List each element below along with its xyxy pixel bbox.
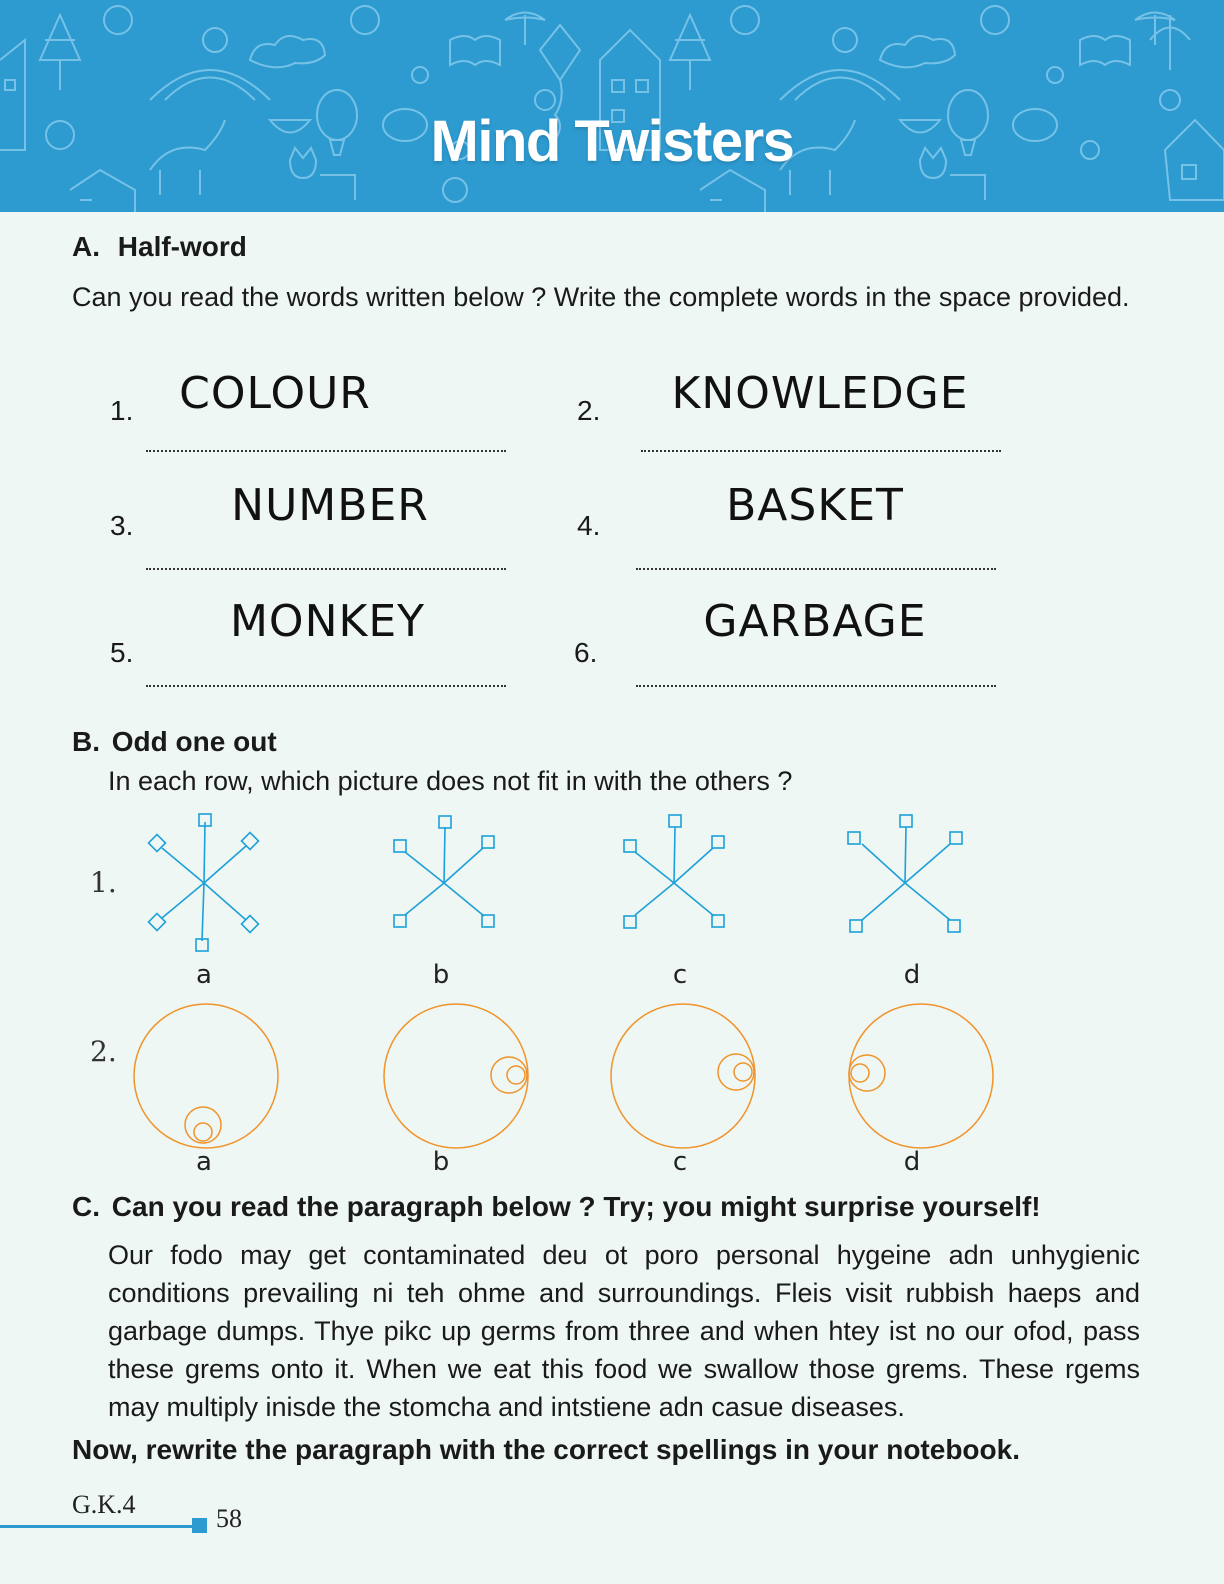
section-a-title — [72, 231, 247, 263]
item-number: 3. — [110, 510, 134, 541]
section-b-title — [72, 726, 277, 758]
section-b-instruction: In each row, which picture does not fit in with the others ? — [108, 766, 793, 796]
answer-line[interactable] — [146, 685, 506, 687]
half-word: GARBAGE — [703, 596, 927, 647]
option-label: d — [903, 1147, 921, 1177]
footer-rule — [0, 1525, 194, 1528]
option-label: a — [196, 960, 212, 990]
answer-line[interactable] — [641, 450, 1001, 452]
scrambled-paragraph: Our fodo may get contaminated deu ot poro personal hygeine adn unhygienic conditions prevailing ni teh ohme and surroundings. Fleis visit rubbish haeps and garbage dumps. Thye pikc up germs from three and when htey ist no our ofod, pass these grems onto it. When we eat this food we swallow those grems. These rgems may multiply inisde the stomcha and intstiene adn casue diseases. — [108, 1240, 1140, 1422]
circle-figure-d[interactable] — [841, 996, 1001, 1156]
option-label: b — [432, 1147, 450, 1177]
option-label: c — [672, 960, 688, 990]
row-number: 2. — [90, 1035, 117, 1068]
half-word: KNOWLEDGE — [671, 368, 969, 419]
section-b-letter: B. — [72, 726, 100, 757]
section-c-title — [72, 1191, 1041, 1223]
option-label: b — [432, 960, 450, 990]
half-word: BASKET — [726, 480, 904, 531]
section-a-heading: Half-word — [117, 231, 247, 262]
section-c-heading: Can you read the paragraph below ? Try; you might surprise yourself! — [111, 1191, 1041, 1222]
answer-line[interactable] — [146, 568, 506, 570]
star-figure-a[interactable] — [134, 808, 274, 958]
option-label: d — [903, 960, 921, 990]
item-number: 1. — [110, 395, 134, 426]
page-title: Mind Twisters — [430, 109, 794, 174]
circle-figure-a[interactable] — [126, 996, 286, 1156]
answer-line[interactable] — [146, 450, 506, 452]
item-number: 4. — [577, 510, 601, 541]
closing-instruction: Now, rewrite the paragraph with the correct spellings in your notebook. — [72, 1434, 1020, 1465]
section-b-heading: Odd one out — [111, 726, 277, 757]
half-word: NUMBER — [231, 480, 429, 531]
doodle-pattern — [0, 0, 1224, 212]
answer-line[interactable] — [636, 685, 996, 687]
header-banner — [0, 0, 1224, 212]
page-number: 58 — [216, 1504, 242, 1533]
book-code: G.K.4 — [72, 1490, 136, 1519]
half-word: MONKEY — [229, 596, 426, 647]
section-a-letter: A. — [72, 231, 100, 262]
circle-figure-c[interactable] — [603, 996, 763, 1156]
section-c-letter: C. — [72, 1191, 100, 1222]
item-number: 5. — [110, 637, 134, 668]
section-a-instruction: Can you read the words written below ? Write the complete words in the space provided. — [72, 282, 1130, 312]
option-label: a — [196, 1147, 212, 1177]
star-figure-d[interactable] — [842, 808, 982, 958]
footer-square-marker — [192, 1518, 207, 1533]
option-label: c — [672, 1147, 688, 1177]
star-figure-c[interactable] — [610, 808, 750, 958]
answer-line[interactable] — [636, 568, 996, 570]
circle-figure-b[interactable] — [376, 996, 536, 1156]
row-number: 1. — [90, 866, 117, 899]
item-number: 2. — [577, 395, 601, 426]
star-figure-b[interactable] — [380, 808, 520, 958]
item-number: 6. — [574, 637, 598, 668]
half-word: COLOUR — [179, 368, 371, 419]
